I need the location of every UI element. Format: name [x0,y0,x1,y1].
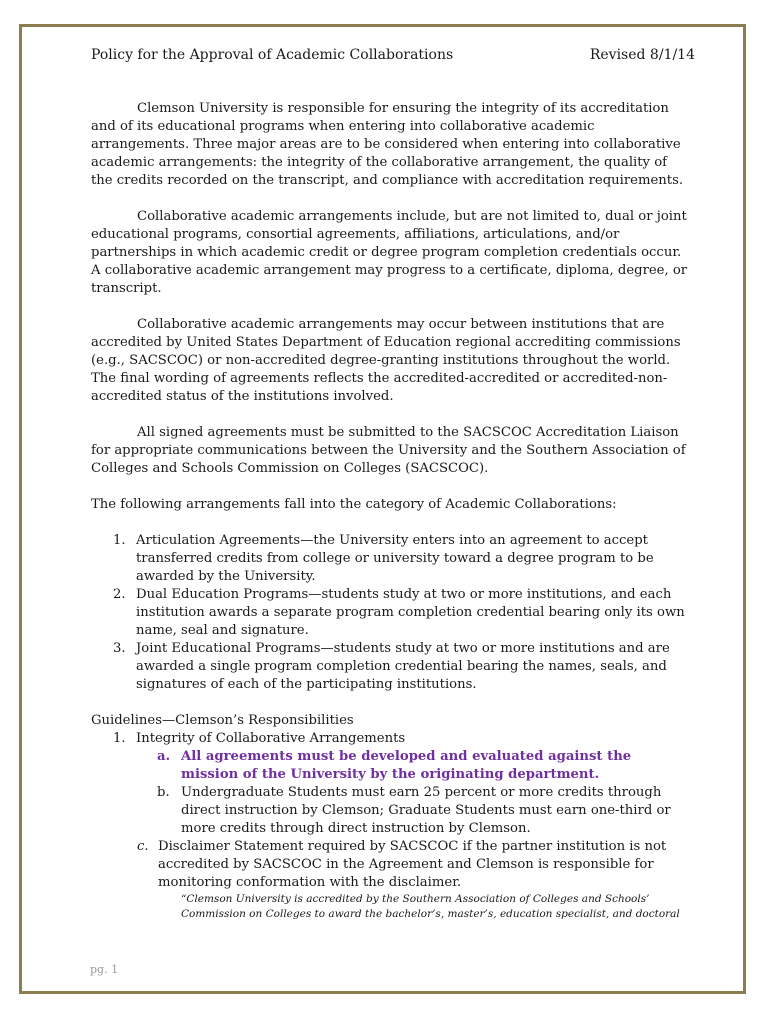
list-number: 2. [113,587,126,602]
list-text: Integrity of Collaborative Arrangements [136,731,406,746]
sub-text: Disclaimer Statement required by SACSCOC if the partner institution is not accredited by SACSCOC in the Agreement and Clemson is responsible for monitoring conformation with the disclaimer. [158,839,667,890]
paragraph-2: Collaborative academic arrangements include, but are not limited to, dual or joint educational programs, consortial agreements, affiliations, articulations, and/or partnerships in which academic credit or degree program completion credentials occur. A collaborative academic arrangement may progress to a certificate, diploma, degree, or transcript. [91,209,688,296]
list-text: Dual Education Programs—students study at two or more institutions, and each institution awards a separate program completion credential bearing only its own name, seal and signature. [136,587,685,638]
guideline-sub-a [91,748,691,784]
list-text: Articulation Agreements—the University enters into an agreement to accept transferred credits from college or university toward a degree program to be awarded by the University. [136,533,654,584]
list-item [91,532,691,586]
sub-letter: c. [137,839,149,854]
sub-letter: a. [157,749,171,764]
list-item [91,640,691,694]
list-item [91,586,691,640]
document-page [91,46,695,922]
disclaimer-quote: “Clemson University is accredited by the Southern Association of Colleges and Schools’ Commission on Colleges to award the bachelor’s, master’s, education specialist, and doctoral [181,893,680,920]
guideline-item-1 [91,730,691,748]
sub-text: Undergraduate Students must earn 25 percent or more credits through direct instruction by Clemson; Graduate Students must earn one-third or more credits through direct instruction by Clemson. [181,785,671,836]
list-number: 3. [113,641,126,656]
document-title: Policy for the Approval of Academic Collaborations [91,47,454,63]
list-intro: The following arrangements fall into the category of Academic Collaborations: [91,497,617,512]
revision-date: Revised 8/1/14 [589,47,695,63]
paragraph-1: Clemson University is responsible for ensuring the integrity of its accreditation and of its educational programs when entering into collaborative academic arrangements. Three major areas are to be considered when entering into collaborative academic arrangements: the integrity of the collaborative arrangement, the quality of the credits recorded on the transcript, and compliance with accreditation requirements. [91,101,684,188]
guidelines-heading: Guidelines—Clemson’s Responsibilities [91,713,354,728]
list-text: Joint Educational Programs—students study at two or more institutions and are awarded a single program completion credential bearing the names, seals, and signatures of each of the participating institutions. [136,641,670,692]
highlighted-text: All agreements must be developed and evaluated against the mission of the University by the originating department. [181,749,632,782]
guideline-sub-b [91,784,691,838]
sub-letter: b. [157,785,170,800]
page-number: pg. 1 [90,963,119,976]
page-header [91,46,695,66]
arrangements-list [91,532,691,694]
guideline-sub-c [91,838,691,892]
paragraph-4: All signed agreements must be submitted to the SACSCOC Accreditation Liaison for appropriate communications between the University and the Southern Association of Colleges and Schools Commission on Colleges (SACSCOC). [91,425,686,476]
list-number: 1. [113,731,126,746]
list-number: 1. [113,533,126,548]
paragraph-3: Collaborative academic arrangements may occur between institutions that are accredited by United States Department of Education regional accrediting commissions (e.g., SACSCOC) or non-accredited degree-granting institutions throughout the world. The final wording of agreements reflects the accredited-accredited or accredited-non-accredited status of the institutions involved. [91,317,681,404]
